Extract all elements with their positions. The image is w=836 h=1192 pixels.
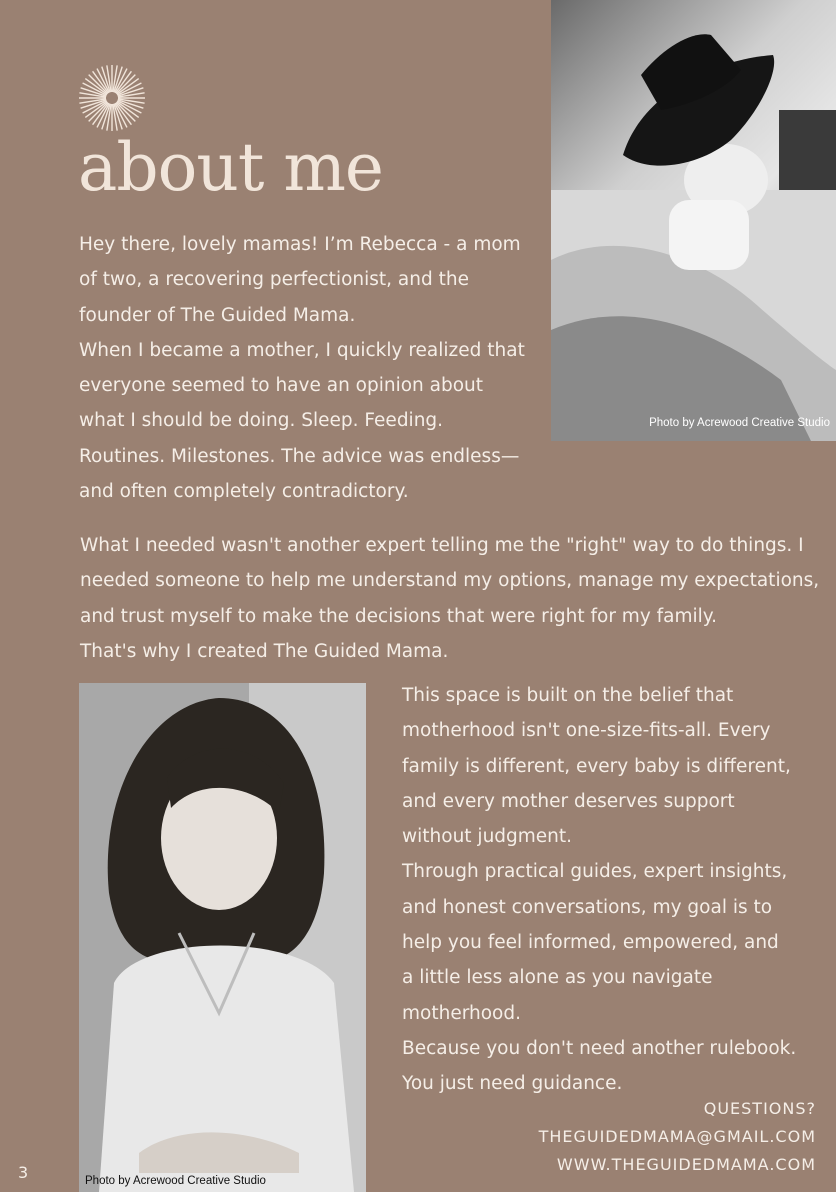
contact-heading: QUESTIONS? [703, 1099, 816, 1118]
text-line: needed someone to help me understand my options, manage my expectations, [80, 570, 820, 592]
middle-paragraph [80, 528, 819, 669]
contact-block [539, 1095, 816, 1179]
photo-credit: Photo by Acrewood Creative Studio [649, 417, 830, 429]
photo-credit: Photo by Acrewood Creative Studio [85, 1175, 266, 1187]
text-line: of two, a recovering perfectionist, and the [79, 269, 469, 291]
text-line: and honest conversations, my goal is to [402, 896, 773, 918]
text-line: Because you don't need another rulebook. [402, 1037, 797, 1059]
portrait-photo [79, 683, 366, 1192]
text-line: motherhood isn't one-size-fits-all. Every [402, 720, 771, 742]
text-line: family is different, every baby is different, [402, 755, 791, 777]
sunburst-icon [77, 63, 147, 133]
page-number: 3 [18, 1163, 29, 1182]
text-line: founder of The Guided Mama. [79, 304, 356, 326]
text-line: Routines. Milestones. The advice was endless— [79, 445, 520, 467]
text-line: and often completely contradictory. [79, 481, 409, 503]
text-line: What I needed wasn't another expert telling me the "right" way to do things. I [80, 535, 804, 556]
portrait-illustration [79, 683, 366, 1192]
text-line: a little less alone as you navigate [402, 967, 713, 989]
contact-website-link[interactable]: WWW.THEGUIDEDMAMA.COM [556, 1155, 816, 1174]
text-line: and trust myself to make the decisions that were right for my family. [80, 605, 717, 627]
page-title: about me [78, 129, 383, 206]
text-line: everyone seemed to have an opinion about [79, 375, 484, 397]
intro-paragraph [79, 227, 525, 509]
text-line: and every mother deserves support [402, 790, 735, 812]
text-line: help you feel informed, empowered, and [402, 932, 779, 954]
text-line: without judgment. [402, 826, 573, 848]
child-hat-photo [551, 0, 836, 441]
text-line: This space is built on the belief that [402, 685, 734, 706]
closing-paragraph [402, 678, 796, 1102]
text-line: When I became a mother, I quickly realized that [79, 339, 525, 361]
text-line: That's why I created The Guided Mama. [80, 640, 449, 662]
text-line: what I should be doing. Sleep. Feeding. [79, 410, 444, 432]
text-line: Hey there, lovely mamas! I’m Rebecca - a mom [79, 234, 521, 255]
contact-email-link[interactable]: THEGUIDEDMAMA@GMAIL.COM [538, 1127, 816, 1146]
text-line: Through practical guides, expert insights, [402, 861, 788, 883]
child-hat-illustration [551, 0, 836, 441]
text-line: motherhood. [402, 1002, 521, 1024]
text-line: You just need guidance. [402, 1073, 623, 1095]
